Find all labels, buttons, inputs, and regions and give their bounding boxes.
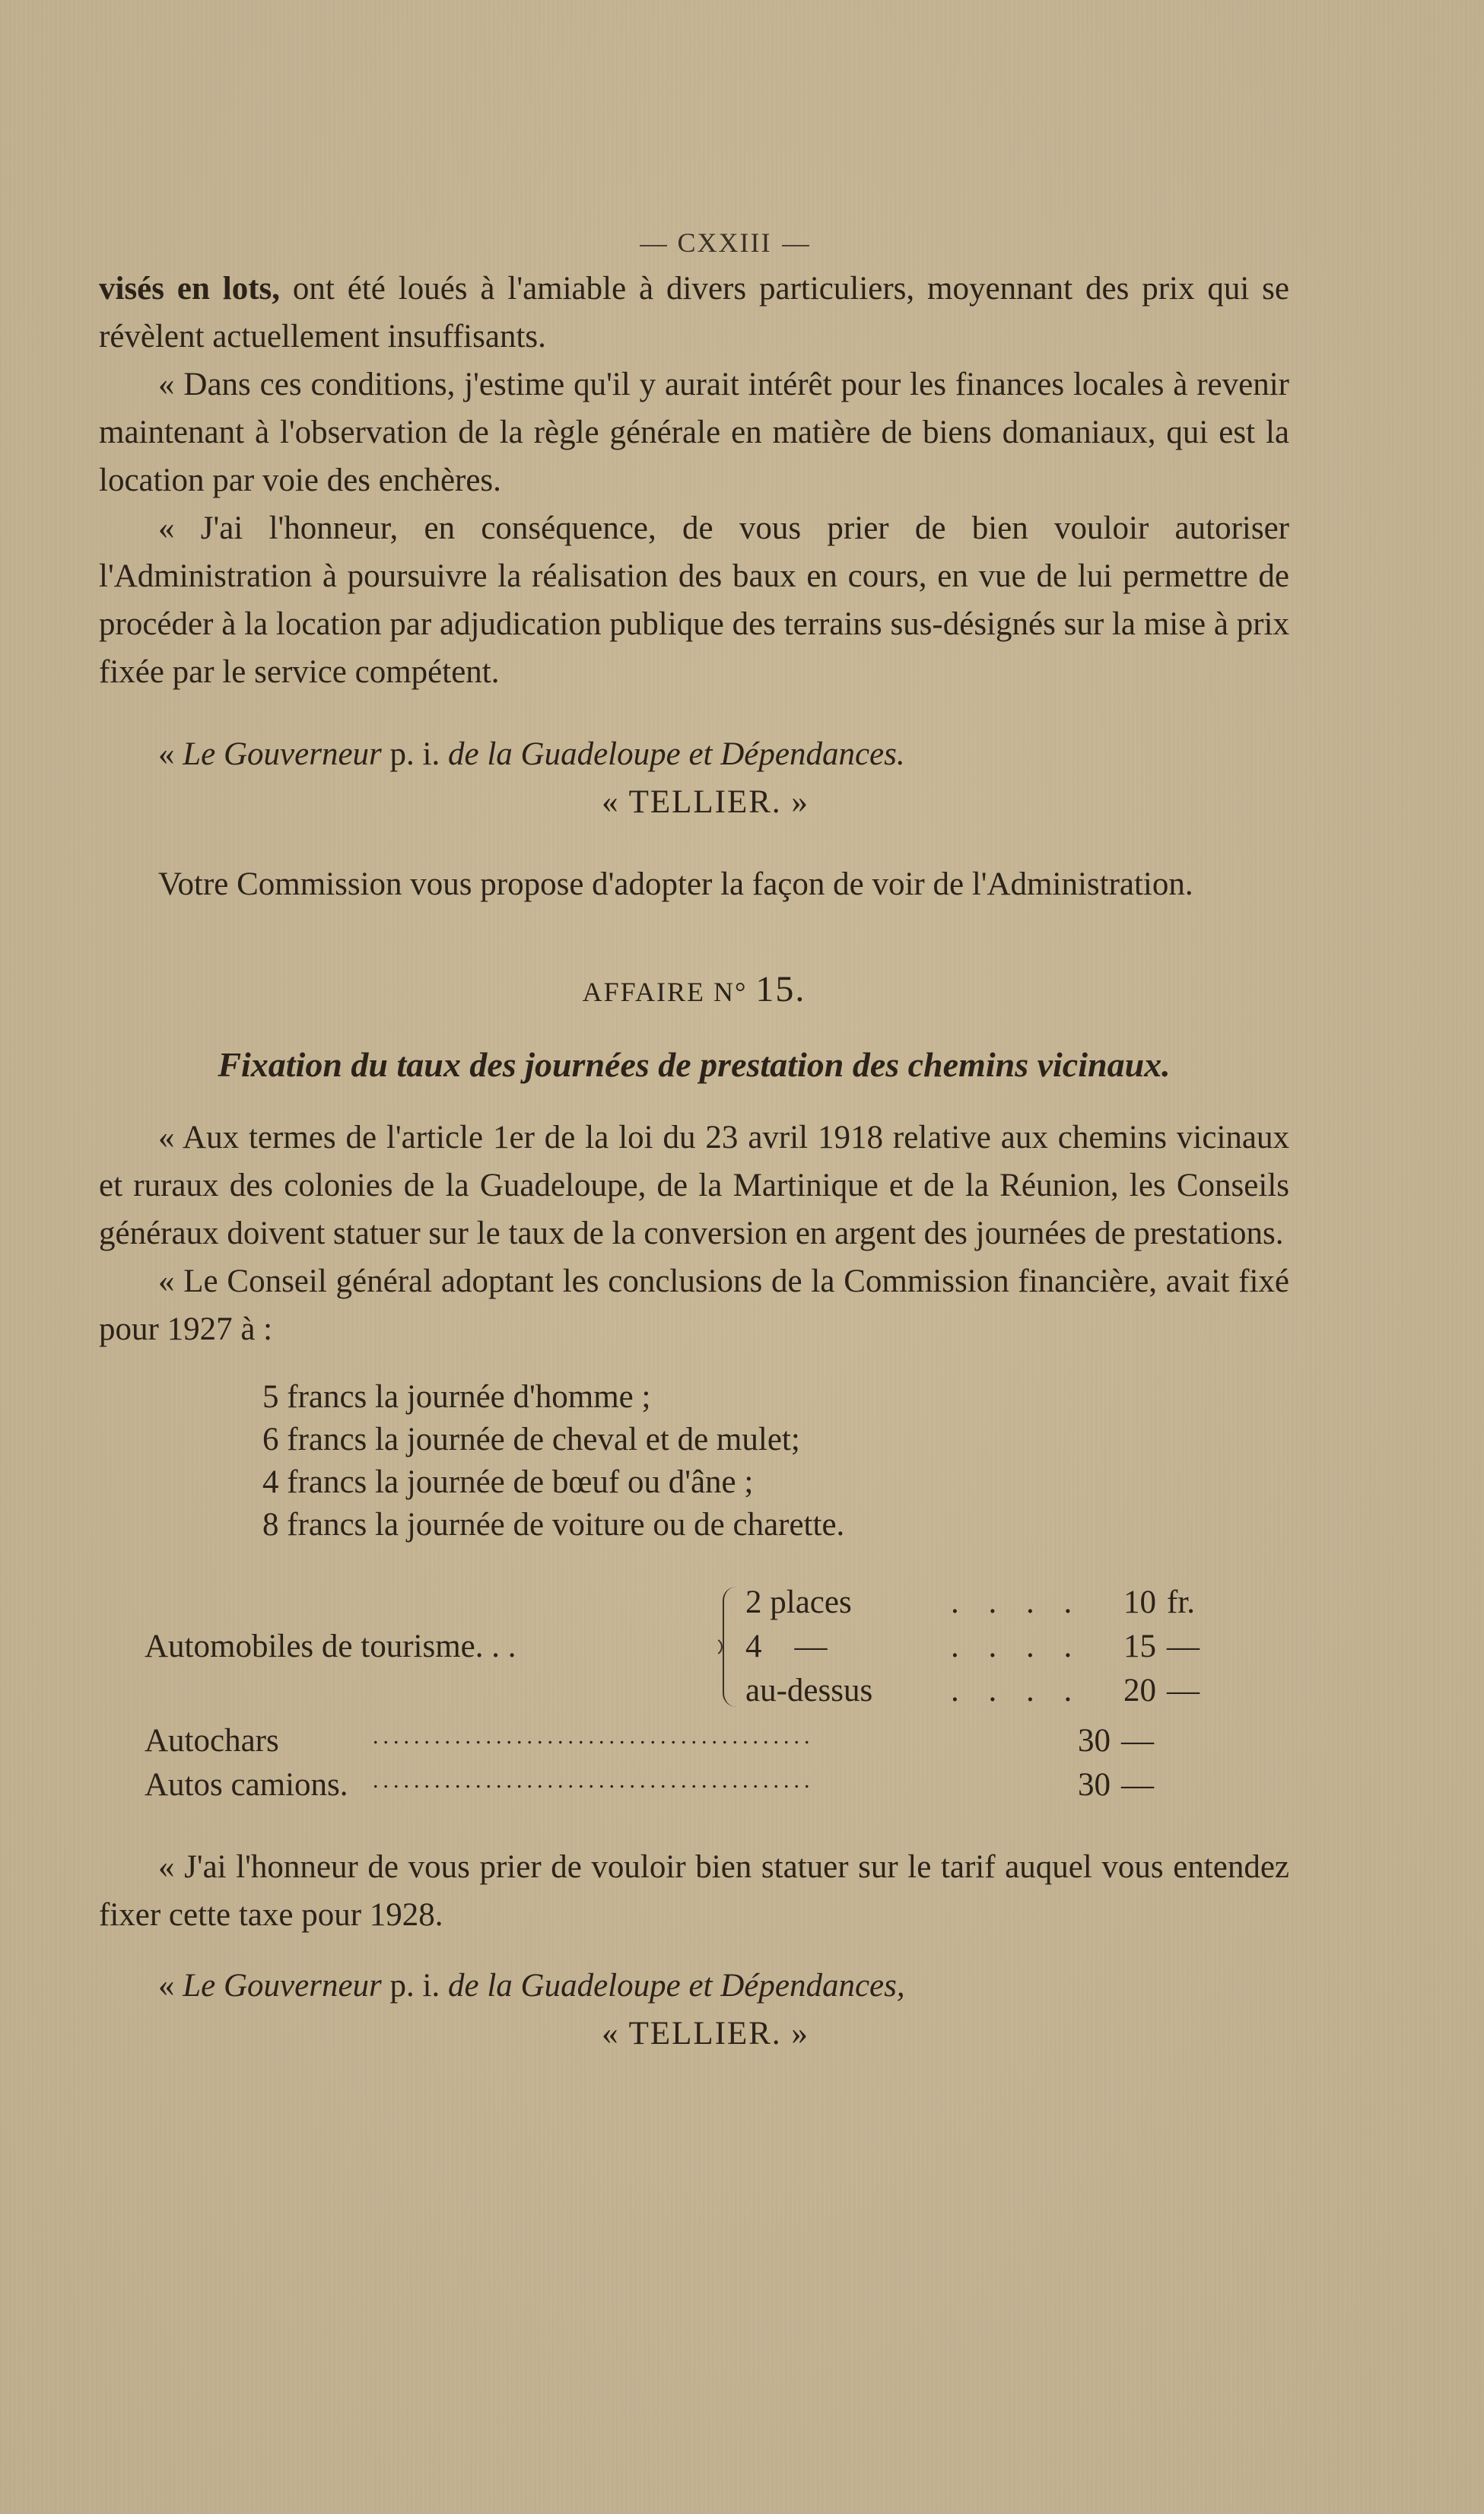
signature-place: de la Guadeloupe et Dépendances. bbox=[447, 736, 905, 772]
tariff-line bbox=[145, 1763, 1209, 1807]
tariff-line-value: 30 bbox=[1078, 1723, 1111, 1759]
folio-dash-right bbox=[782, 245, 809, 246]
tariff-row-unit: — bbox=[1167, 1673, 1200, 1708]
document-page bbox=[99, 221, 1289, 2058]
tariff-line-value: 30 bbox=[1078, 1767, 1111, 1803]
tariff-row-value: 10 bbox=[1123, 1584, 1156, 1620]
commission-paragraph: Votre Commission vous propose d'adopter la façon de voir de l'Administration. bbox=[158, 866, 1193, 902]
paragraph-continuation bbox=[99, 265, 1289, 361]
tariff-line-leader: ........................................... bbox=[373, 1724, 815, 1749]
rate-item: 6 francs la journée de cheval et de mulet; bbox=[262, 1422, 800, 1457]
tariff-line-leader: ........................................... bbox=[373, 1768, 815, 1793]
law-paragraph: « Aux termes de l'article 1er de la loi du 23 avril 1918 relative aux chemins vicinaux et ruraux des colonies de la Guadeloupe, de la Martinique et de la Réunion, les Conseils généraux doivent statuer sur le taux de la conversion en argent des journées de prestations. bbox=[99, 1120, 1289, 1251]
tariff-row-unit: fr. bbox=[1167, 1584, 1196, 1620]
affaire-label: AFFAIRE N° bbox=[582, 977, 748, 1007]
tariff-row bbox=[745, 1625, 1209, 1669]
tariff-row-dots: . . . . bbox=[951, 1673, 1083, 1708]
tariff-line-label: Autochars bbox=[145, 1723, 279, 1759]
signature-name: « TELLIER. » bbox=[602, 784, 809, 820]
signature-title bbox=[99, 730, 1289, 778]
signature-role: Le Gouverneur bbox=[183, 736, 382, 772]
tariff-row-dots: . . . . bbox=[951, 1629, 1083, 1664]
tariff-row bbox=[745, 1581, 1209, 1625]
tariff-line-unit: — bbox=[1121, 1723, 1154, 1759]
quote-mark: « bbox=[158, 1968, 183, 2004]
rate-item: 4 francs la journée de bœuf ou d'âne ; bbox=[262, 1464, 754, 1500]
folio-number: CXXIII bbox=[677, 227, 772, 258]
tariff-row-dots: . . . . bbox=[951, 1584, 1083, 1620]
signature-title bbox=[99, 1962, 1289, 2010]
tariff-line bbox=[145, 1719, 1209, 1763]
tariff-line-label: Autos camions. bbox=[145, 1767, 348, 1803]
signature-pi: p. i. bbox=[381, 1968, 448, 2004]
tariff-row-label: 4 — bbox=[745, 1629, 828, 1664]
signature-place: de la Guadeloupe et Dépendances, bbox=[447, 1968, 905, 2004]
rates-list bbox=[99, 1376, 1289, 1546]
closing-paragraph: « J'ai l'honneur de vous prier de vouloir bien statuer sur le tarif auquel vous entendez fixer cette taxe pour 1928. bbox=[99, 1849, 1289, 1933]
paragraph-lead: visés en lots, bbox=[99, 271, 281, 307]
paragraph-request: « J'ai l'honneur, en conséquence, de vous prier de bien vouloir autoriser l'Administration à poursuivre la réalisation des baux en cours, en vue de lui permettre de procéder à la location par adjudication publique des terrains sus-désignés sur la mise à prix fixée par le service compétent. bbox=[99, 510, 1289, 690]
tariff-row-value: 20 bbox=[1123, 1673, 1156, 1708]
tariff-row-label: 2 places bbox=[745, 1584, 852, 1620]
tariff-group-label: Automobiles de tourisme. . . bbox=[145, 1629, 516, 1664]
paragraph-text: ont été loués à l'amiable à divers particuliers, moyennant des prix qui se révèlent actuellement insuffisants. bbox=[99, 271, 1290, 354]
vehicle-tariff-table bbox=[145, 1581, 1289, 1809]
tariff-line-unit: — bbox=[1121, 1767, 1154, 1803]
quote-mark: « bbox=[158, 736, 183, 772]
rate-item: 8 francs la journée de voiture ou de charette. bbox=[262, 1507, 845, 1543]
tariff-row bbox=[745, 1669, 1209, 1713]
affaire-title: Fixation du taux des journées de prestation des chemins vicinaux. bbox=[218, 1045, 1171, 1084]
page-folio bbox=[160, 221, 1289, 265]
affaire-heading bbox=[99, 965, 1289, 1016]
council-paragraph: « Le Conseil général adoptant les conclusions de la Commission financière, avait fixé pour 1927 à : bbox=[99, 1263, 1289, 1347]
rate-item: 5 francs la journée d'homme ; bbox=[262, 1379, 651, 1415]
tariff-row-value: 15 bbox=[1123, 1629, 1156, 1664]
tariff-row-unit: — bbox=[1167, 1629, 1200, 1664]
signature-name: « TELLIER. » bbox=[602, 2016, 809, 2052]
tariff-row-label: au-dessus bbox=[745, 1673, 873, 1708]
signature-role: Le Gouverneur bbox=[183, 1968, 382, 2004]
folio-dash-left bbox=[640, 245, 667, 246]
paragraph-conditions: « Dans ces conditions, j'estime qu'il y aurait intérêt pour les finances locales à revenir maintenant à l'observation de la règle générale en matière de biens domaniaux, qui est la location par voie des enchères. bbox=[99, 367, 1289, 498]
signature-pi: p. i. bbox=[381, 736, 448, 772]
brace-icon bbox=[723, 1587, 736, 1707]
affaire-number: 15. bbox=[755, 969, 806, 1009]
